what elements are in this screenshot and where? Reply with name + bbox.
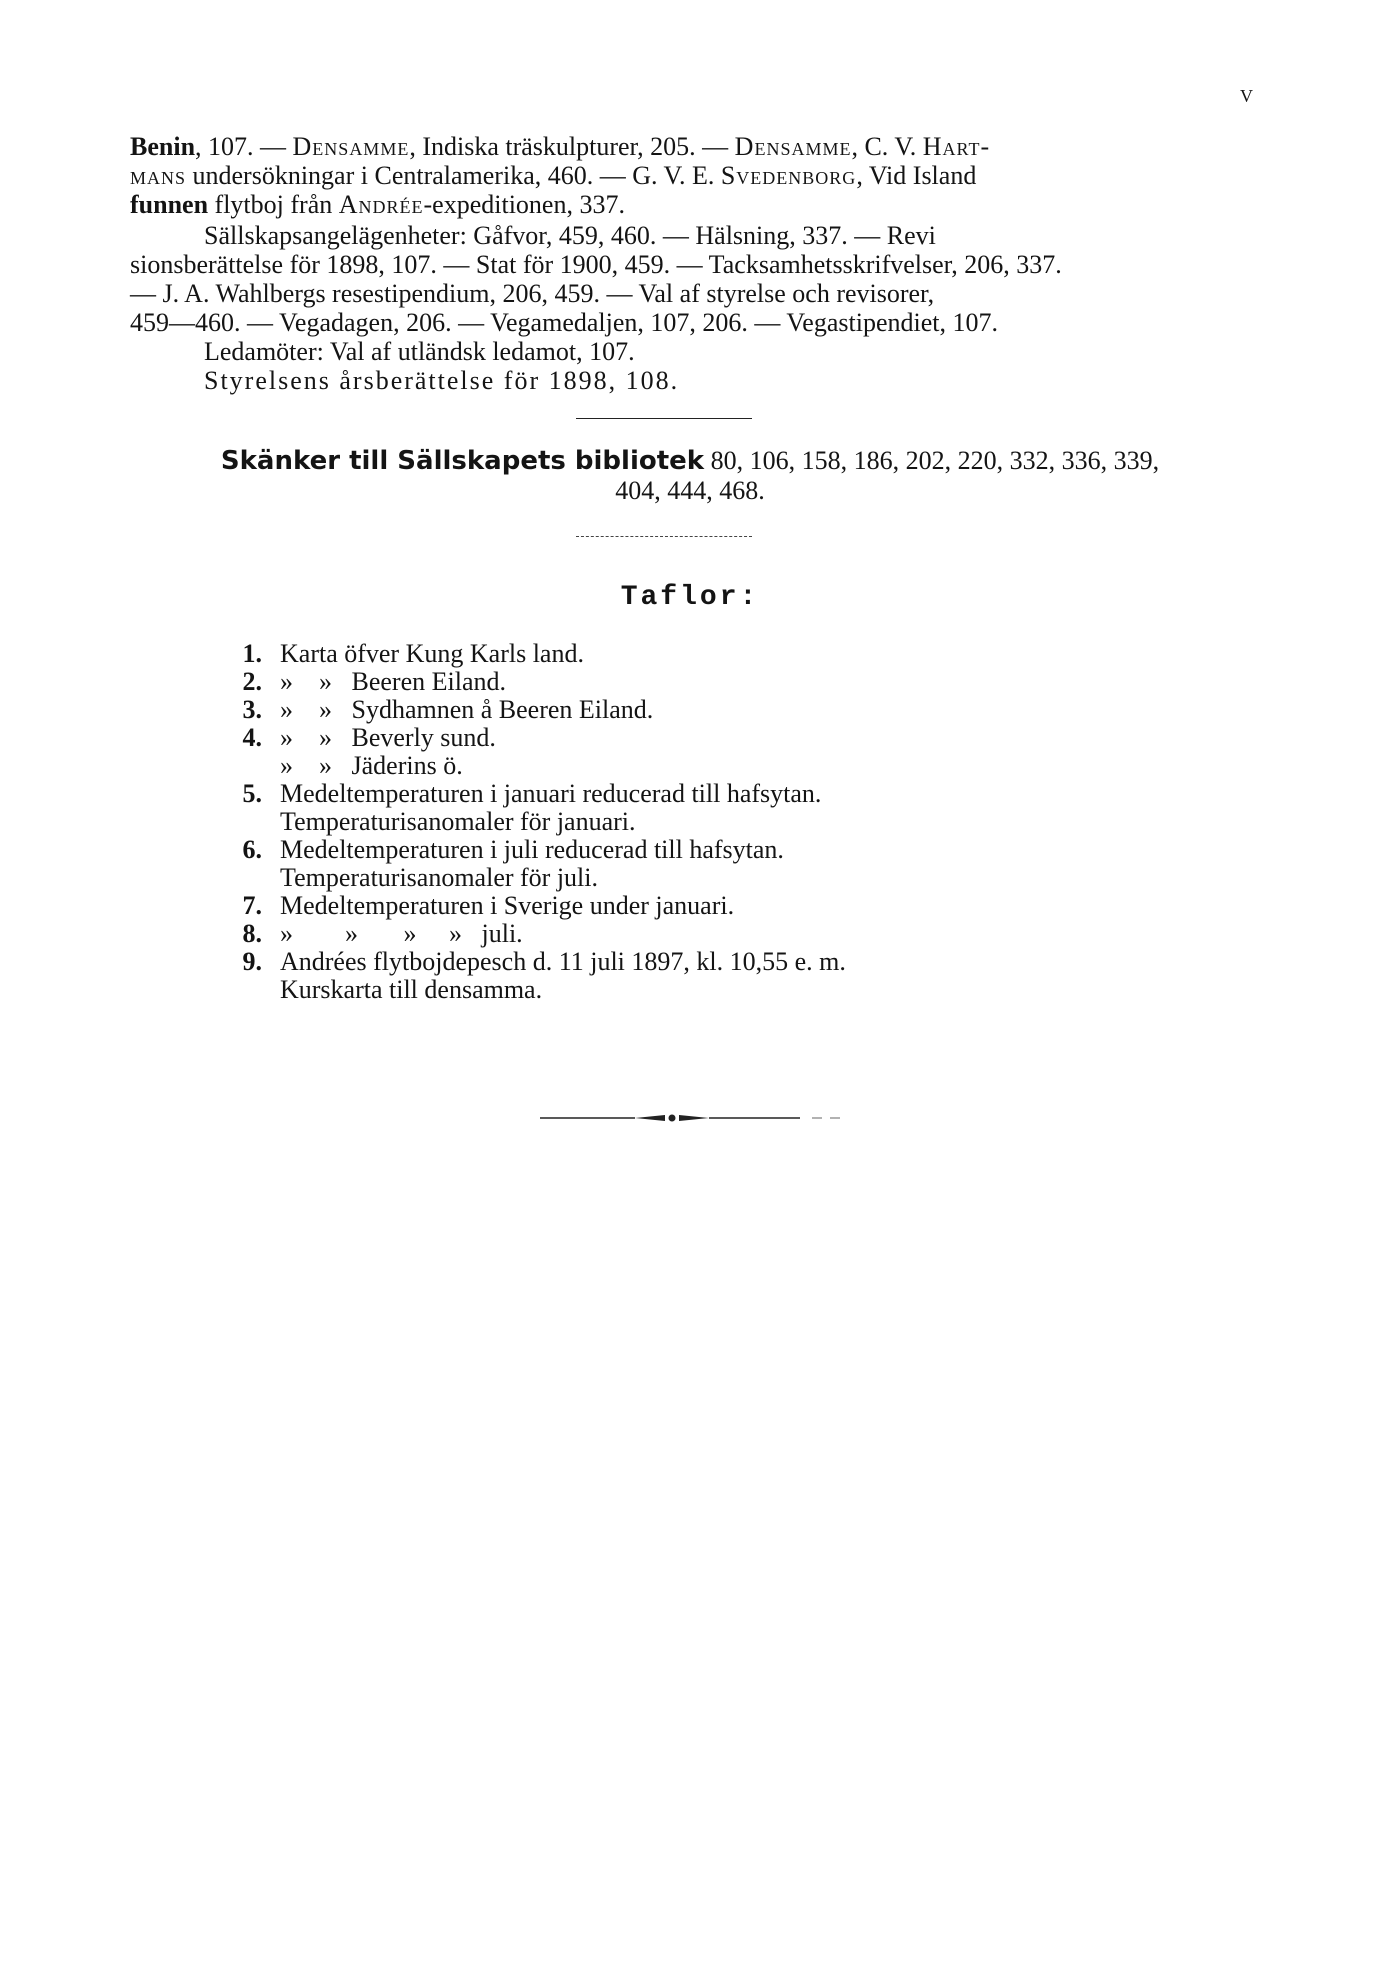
section-divider: [576, 418, 752, 419]
list-item: 3. » » Sydhamnen å Beeren Eiland.: [242, 695, 654, 724]
list-item: 7. Medeltemperaturen i Sverige under januari.: [242, 891, 735, 920]
index-line: — J. A. Wahlbergs resestipendium, 206, 459. — Val af styrelse och revisorer,: [130, 279, 935, 308]
index-paragraph-4: [130, 366, 1250, 395]
skanker-section: [130, 446, 1250, 506]
index-line: mans undersökningar i Centralamerika, 460. — G. V. E. Svedenborg, Vid Island: [130, 161, 977, 190]
index-line: funnen flytboj från Andrée-expeditionen, 337.: [130, 190, 625, 219]
skanker-heading: Skänker till Sällskapets bibliotek: [220, 446, 705, 476]
list-item: 9. Andrées flytbojdepesch d. 11 juli 1897, kl. 10,55 e. m.: [242, 947, 846, 976]
index-line: sionsberättelse för 1898, 107. — Stat för 1900, 459. — Tacksamhetsskrifvelser, 206, 337.: [130, 250, 1062, 279]
section-divider-dashed: [576, 536, 752, 537]
index-paragraph-1: [130, 132, 1250, 219]
skanker-line-1: [130, 446, 1250, 476]
index-line: Ledamöter: Val af utländsk ledamot, 107.: [204, 337, 635, 366]
list-item: » » Jäderins ö.: [280, 751, 463, 780]
skanker-numbers-2: 404, 444, 468.: [615, 476, 765, 505]
skanker-numbers-1: 80, 106, 158, 186, 202, 220, 332, 336, 339,: [710, 446, 1160, 475]
ornament-divider: [540, 1112, 870, 1124]
page-number: V: [1240, 86, 1253, 106]
plates-list: [196, 640, 1196, 1004]
list-item: 8. » » » » juli.: [242, 919, 523, 948]
list-item-sub: Temperaturisanomaler för januari.: [280, 807, 636, 836]
taflor-title: Taflor:: [620, 582, 760, 613]
list-item: 6. Medeltemperaturen i juli reducerad till hafsytan.: [242, 835, 784, 864]
list-item: 5. Medeltemperaturen i januari reducerad till hafsytan.: [242, 779, 822, 808]
list-item: 1. Karta öfver Kung Karls land.: [242, 639, 584, 668]
index-line: Sällskapsangelägenheter: Gåfvor, 459, 460. — Hälsning, 337. — Revi: [204, 221, 936, 250]
index-line: Styrelsens årsberättelse för 1898, 108.: [204, 366, 680, 395]
list-item: 2. » » Beeren Eiland.: [242, 667, 506, 696]
index-line: Benin, 107. — Densamme, Indiska träskulpturer, 205. — Densamme, C. V. Hart-: [130, 132, 991, 161]
list-item-sub: Temperaturisanomaler för juli.: [280, 863, 599, 892]
index-paragraph-2: [130, 221, 1250, 337]
index-line: 459—460. — Vegadagen, 206. — Vegamedaljen, 107, 206. — Vegastipendiet, 107.: [130, 308, 998, 337]
list-item: 4. » » Beverly sund.: [242, 723, 496, 752]
list-item-sub: Kurskarta till densamma.: [280, 975, 543, 1004]
index-paragraph-3: [130, 337, 1250, 366]
